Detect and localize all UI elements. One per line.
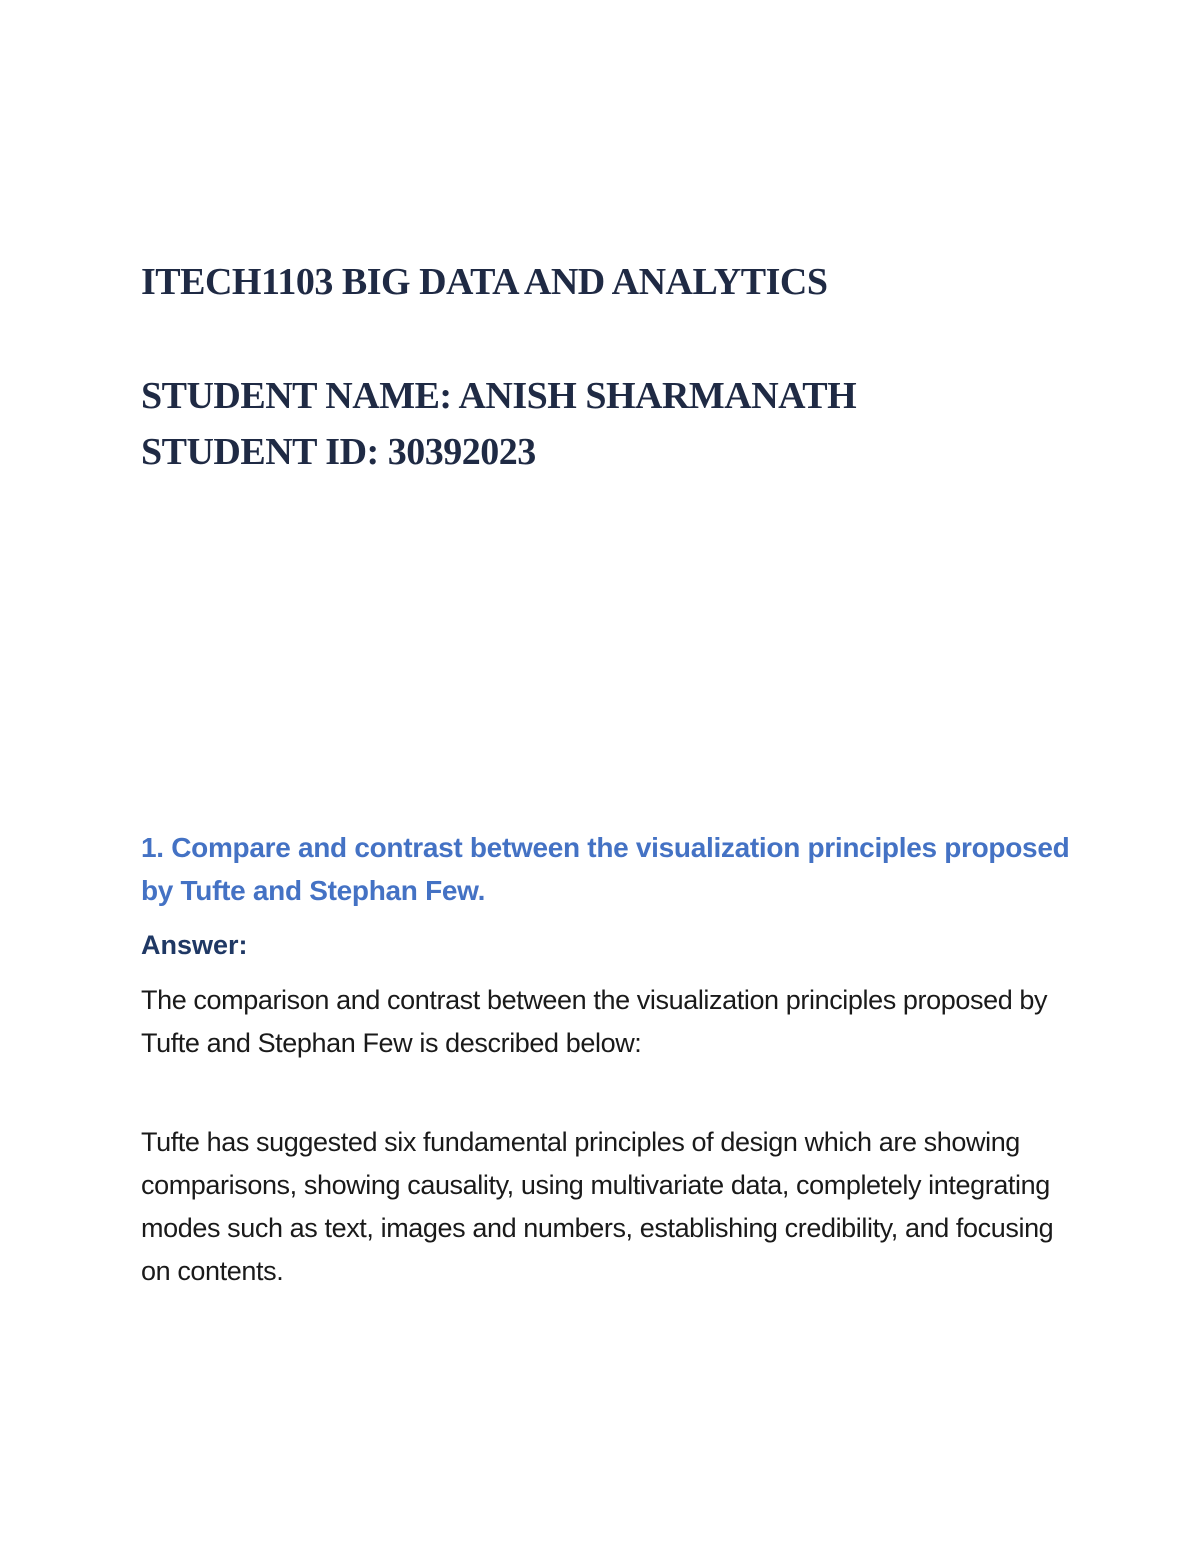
answer-paragraph: Tufte has suggested six fundamental principles of design which are showing comparisons, showing causality, using multivariate data, completely integrating modes such as text, images and numbers, establishing credibility, and focusing on contents. — [141, 1127, 1054, 1286]
question-heading: 1. Compare and contrast between the visualization principles proposed by Tufte and Stephan Few. — [141, 832, 1070, 906]
answer-paragraph: The comparison and contrast between the visualization principles proposed by Tufte and Stephan Few is described below: — [141, 985, 1048, 1058]
student-id: STUDENT ID: 30392023 — [141, 431, 536, 473]
student-name: STUDENT NAME: ANISH SHARMANATH — [141, 375, 857, 417]
cover-block — [141, 254, 1091, 480]
course-title: ITECH1103 BIG DATA AND ANALYTICS — [141, 261, 828, 303]
answer-label: Answer: — [141, 930, 248, 960]
